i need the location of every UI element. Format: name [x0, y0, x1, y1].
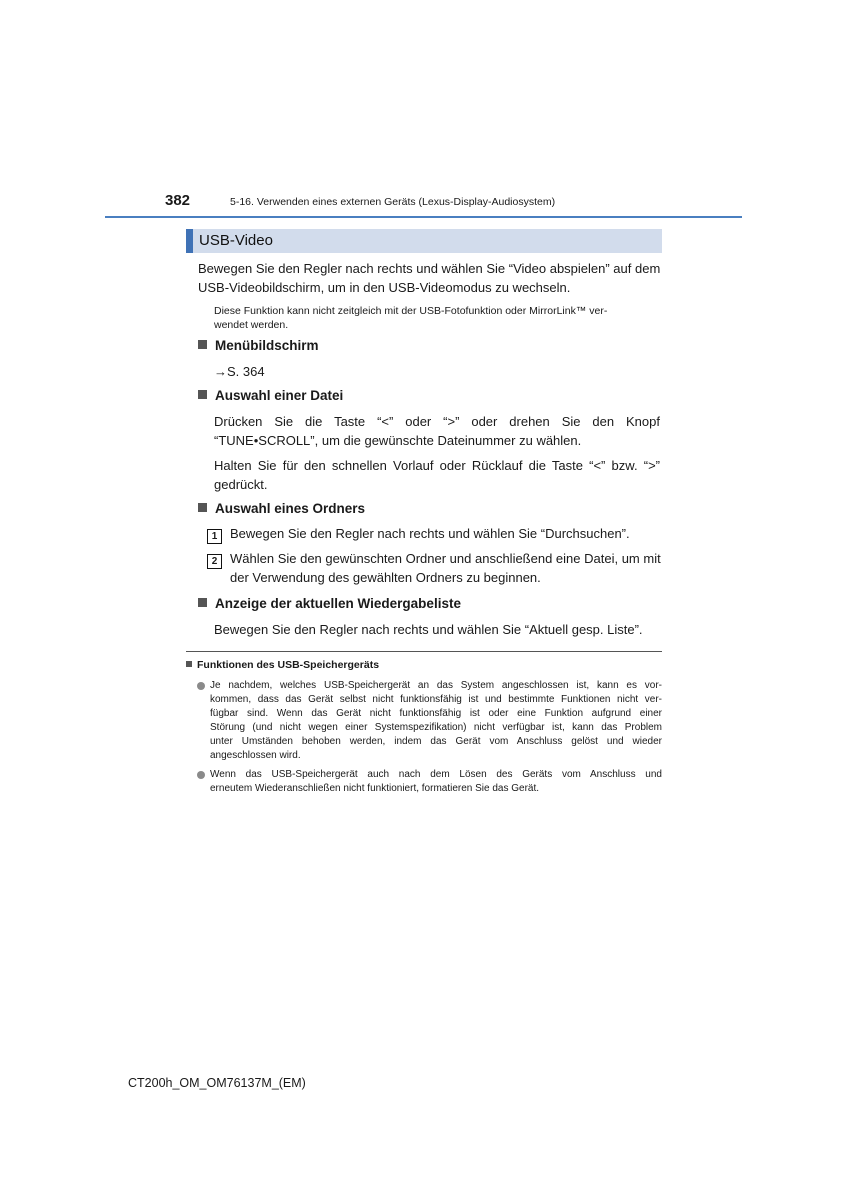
step-text: Wählen Sie den gewünschten Ordner und anschließend eine Datei, um mit — [230, 551, 661, 566]
square-bullet-icon — [198, 598, 207, 607]
menu-screen-heading: Menübildschirm — [198, 338, 319, 353]
section-title-bar — [186, 229, 662, 253]
step-text-block — [230, 549, 662, 587]
text-line: Halten Sie für den schnellen Vorlauf oder Rücklauf die Taste “<” bzw. “>” — [214, 458, 660, 473]
section-title: USB-Video — [199, 232, 273, 249]
bullet-text: Je nachdem, welches USB-Speichergerät an das System angeschlossen ist, kann es vor- kommen, dass das Gerät selbst nicht funktionsfähig ist und bestimmte Funktionen nicht ver- fügbar sind. Wenn das Gerät nicht funktionsfähig ist oder eine Funktion aufgrund einer Störung (und nicht wegen einer Systemspezifikation) nicht verfügbar ist, kann das Problem unter Umständen behoben werden, indem das Gerät vom Anschluss gelöst und wieder angeschlossen wird. — [210, 680, 662, 761]
square-bullet-icon — [198, 340, 207, 349]
step-item — [207, 551, 662, 585]
header-rule — [105, 216, 742, 218]
note-line: Diese Funktion kann nicht zeitgleich mit der USB-Fotofunktion oder MirrorLink™ ver- — [214, 305, 608, 317]
text-line: “TUNE•SCROLL”, um die gewünschte Dateinummer zu wählen. — [214, 433, 582, 448]
step-text: der Verwendung des gewählten Ordners zu beginnen. — [230, 570, 541, 585]
intro-note — [214, 304, 662, 332]
bullet-dot-icon — [197, 771, 205, 779]
step-number: 1 — [207, 529, 222, 544]
folder-select-heading: Auswahl eines Ordners — [198, 501, 365, 516]
section-path: 5-16. Verwenden eines externen Geräts (Lexus-Display-Audiosystem) — [230, 196, 556, 208]
document-code: CT200h_OM_OM76137M_(EM) — [128, 1076, 306, 1090]
playlist-text: Bewegen Sie den Regler nach rechts und wählen Sie “Aktuell gesp. Liste”. — [214, 622, 643, 637]
file-select-text — [214, 412, 660, 494]
square-bullet-icon — [198, 503, 207, 512]
playlist-heading: Anzeige der aktuellen Wiedergabeliste — [198, 596, 461, 611]
bullet-text: Wenn das USB-Speichergerät auch nach dem Lösen des Geräts vom Anschluss und erneutem Wiederanschließen nicht funktioniert, formatieren Sie das Gerät. — [210, 769, 662, 794]
menu-screen-page-ref[interactable]: →S. 364 — [214, 364, 265, 379]
bullet-dot-icon — [197, 682, 205, 690]
square-bullet-icon — [198, 390, 207, 399]
file-select-heading: Auswahl einer Datei — [198, 388, 343, 403]
note-line: wendet werden. — [214, 319, 289, 331]
step-number: 2 — [207, 554, 222, 569]
square-bullet-icon — [186, 661, 192, 667]
intro-line: USB-Videobildschirm, um in den USB-Videomodus zu wechseln. — [198, 280, 571, 295]
step-text: Bewegen Sie den Regler nach rechts und wählen Sie “Durchsuchen”. — [230, 526, 630, 541]
step-item — [207, 526, 662, 544]
intro-paragraph — [198, 259, 662, 297]
intro-line: Bewegen Sie den Regler nach rechts und wählen Sie “Video abspielen” auf dem — [198, 261, 661, 276]
text-line: gedrückt. — [214, 477, 268, 492]
page-number: 382 — [165, 192, 191, 209]
functions-heading: Funktionen des USB-Speichergeräts — [186, 659, 379, 671]
text-line: Drücken Sie die Taste “<” oder “>” oder drehen Sie den Knopf — [214, 414, 660, 429]
section-divider — [186, 651, 662, 652]
